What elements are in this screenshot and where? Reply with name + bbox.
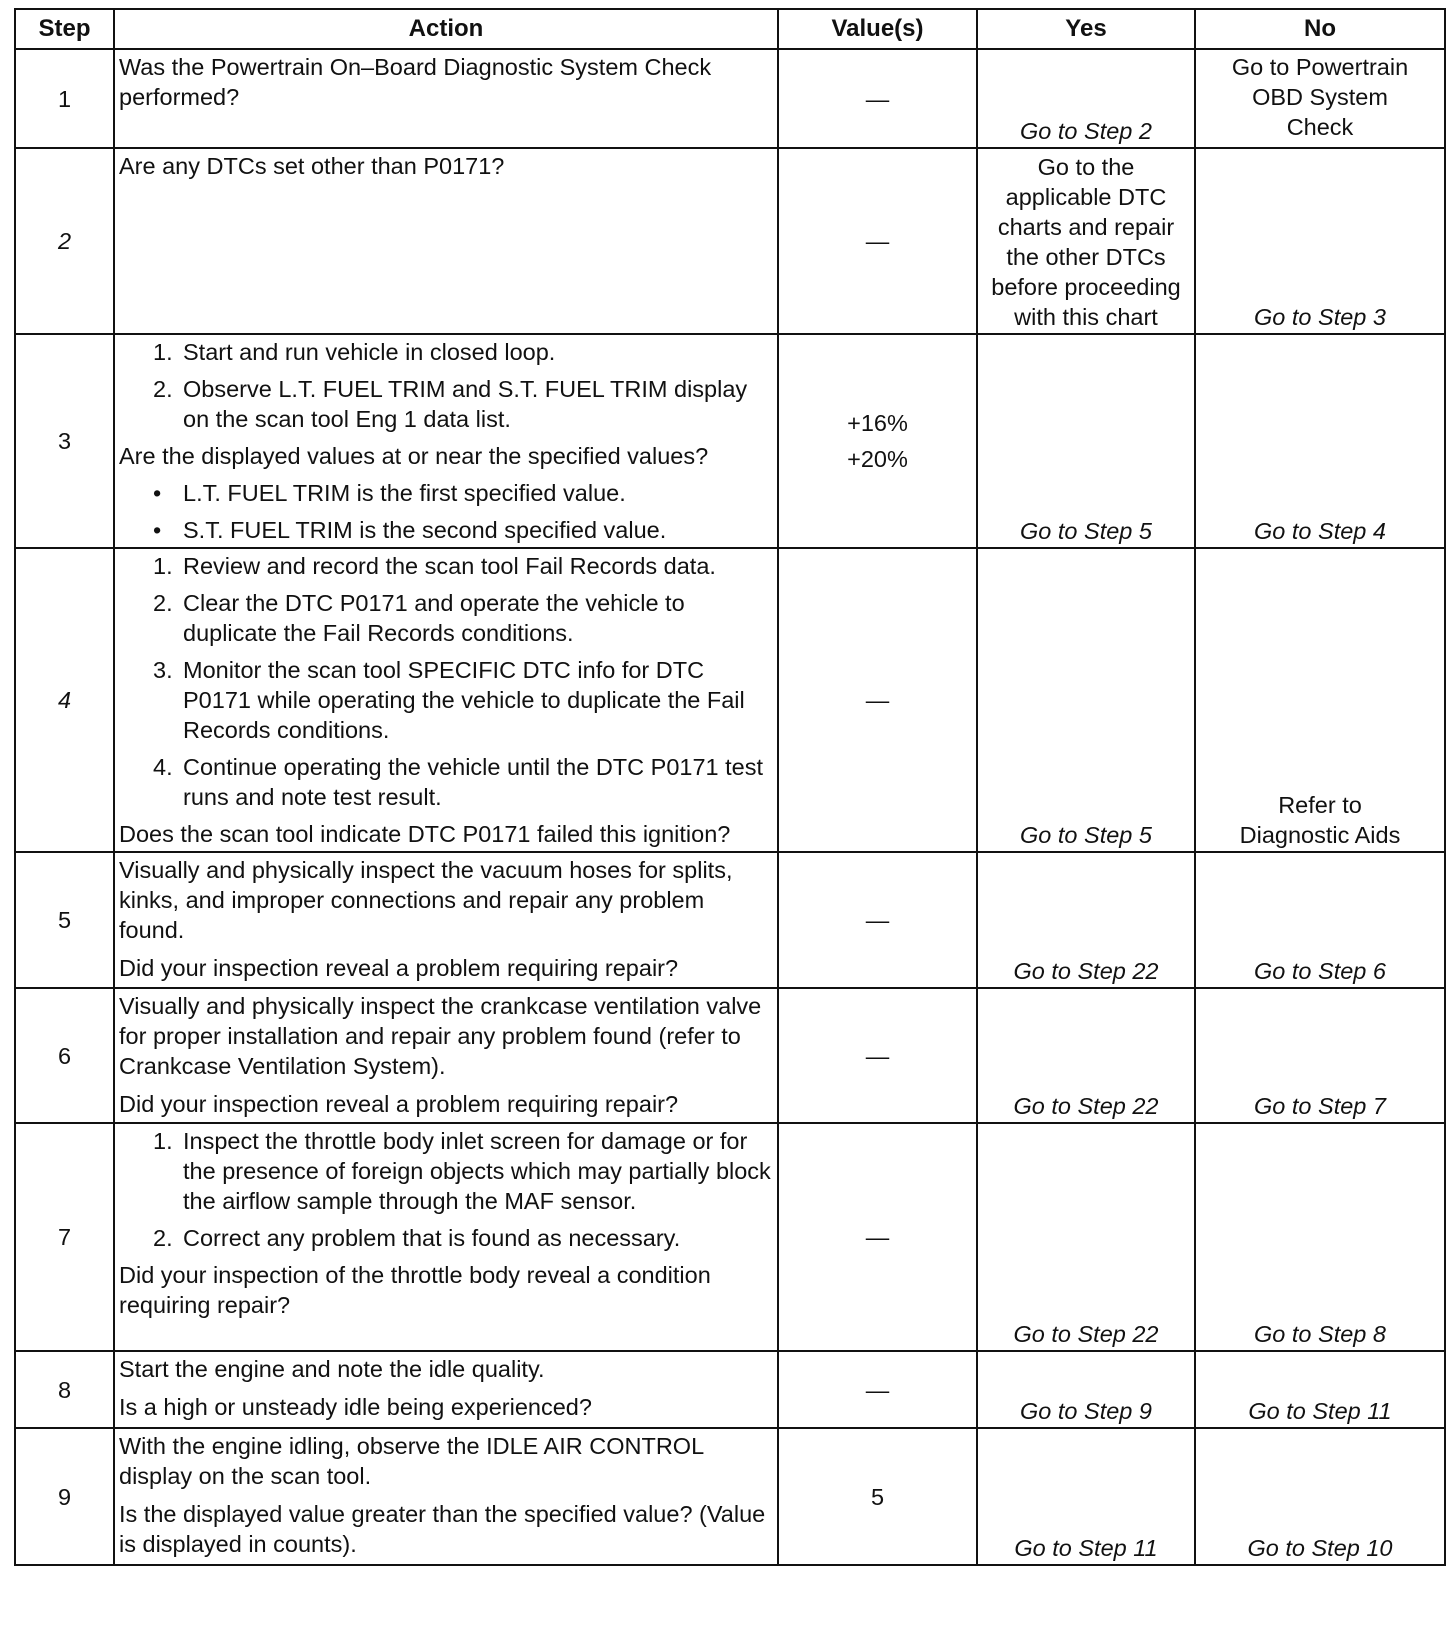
yes-cell	[977, 548, 1195, 852]
action-cell	[114, 1123, 778, 1351]
action-cell	[114, 548, 778, 852]
header-row	[15, 9, 1445, 49]
yes-goto: Go to Step 2	[1020, 118, 1152, 144]
yes-line: applicable DTC	[1005, 184, 1167, 210]
yes-goto: Go to Step 22	[1013, 1093, 1159, 1119]
yes-line: charts and repair	[997, 214, 1175, 240]
action-cell	[114, 148, 778, 334]
step-row-2	[15, 148, 1445, 334]
yes-line: before proceeding	[991, 274, 1181, 300]
yes-cell	[977, 1351, 1195, 1428]
action-item: 3. Monitor the scan tool SPECIFIC DTC info for DTC P0171 while operating the vehicle to duplicate the Fail Records conditions.	[153, 655, 773, 745]
no-cell	[1195, 852, 1445, 988]
action-list	[153, 337, 773, 434]
step-number: 6	[15, 988, 114, 1123]
action-item: 1. Inspect the throttle body inlet screen for damage or for the presence of foreign objects which may partially block the airflow sample through the MAF sensor.	[153, 1126, 773, 1216]
value-cell: —	[778, 852, 977, 988]
bullet-item: • S.T. FUEL TRIM is the second specified value.	[153, 515, 773, 545]
no-goto: Go to Step 10	[1247, 1535, 1393, 1561]
no-goto: Go to Step 8	[1254, 1321, 1386, 1347]
no-text	[1196, 52, 1444, 142]
action-cell	[114, 852, 778, 988]
header-no: No	[1195, 9, 1445, 49]
no-goto: Go to Step 3	[1254, 304, 1386, 330]
action-cell	[114, 334, 778, 548]
no-cell	[1195, 49, 1445, 148]
step-row-9	[15, 1428, 1445, 1565]
question-text: Did your inspection reveal a problem requiring repair?	[119, 1091, 679, 1117]
no-cell	[1195, 1428, 1445, 1565]
action-item-text: Continue operating the vehicle until the DTC P0171 test runs and note test result.	[183, 754, 764, 810]
step-number: 1	[15, 49, 114, 148]
no-text	[1196, 790, 1444, 850]
value-cell: —	[778, 49, 977, 148]
action-item: 1. Review and record the scan tool Fail Records data.	[153, 551, 773, 581]
yes-goto: Go to Step 5	[1020, 822, 1152, 848]
no-cell	[1195, 334, 1445, 548]
yes-cell	[977, 1428, 1195, 1565]
action-item: 4. Continue operating the vehicle until the DTC P0171 test runs and note test result.	[153, 752, 773, 812]
step-row-5	[15, 852, 1445, 988]
diagnostic-table	[14, 8, 1446, 1566]
no-line: Diagnostic Aids	[1239, 822, 1401, 848]
step-number: 3	[15, 334, 114, 548]
action-cell	[114, 988, 778, 1123]
no-line: Check	[1286, 114, 1354, 140]
action-text: Visually and physically inspect the vacuum hoses for splits, kinks, and improper connections and repair any problem found.	[119, 857, 733, 943]
yes-cell	[977, 334, 1195, 548]
yes-goto: Go to Step 5	[1020, 518, 1152, 544]
action-text: Are any DTCs set other than P0171?	[119, 153, 505, 179]
action-cell	[114, 1428, 778, 1565]
value-cell: —	[778, 548, 977, 852]
bullet-text: S.T. FUEL TRIM is the second specified value.	[183, 517, 667, 543]
no-goto: Go to Step 4	[1254, 518, 1386, 544]
no-cell	[1195, 1123, 1445, 1351]
value-cell: —	[778, 148, 977, 334]
header-action: Action	[114, 9, 778, 49]
no-line: OBD System	[1252, 84, 1388, 110]
yes-line: Go to the	[1037, 154, 1135, 180]
value-cell: —	[778, 1123, 977, 1351]
action-item: 2. Clear the DTC P0171 and operate the vehicle to duplicate the Fail Records conditions.	[153, 588, 773, 648]
yes-cell	[977, 988, 1195, 1123]
action-item: 2. Correct any problem that is found as necessary.	[153, 1223, 773, 1253]
no-cell	[1195, 548, 1445, 852]
yes-line: the other DTCs	[1006, 244, 1166, 270]
question-text: Is the displayed value greater than the specified value? (Value is displayed in counts).	[119, 1501, 766, 1557]
action-item-text: Start and run vehicle in closed loop.	[183, 339, 556, 365]
action-text: Start the engine and note the idle quality.	[119, 1356, 545, 1382]
header-step: Step	[15, 9, 114, 49]
step-row-8	[15, 1351, 1445, 1428]
action-item: 1. Start and run vehicle in closed loop.	[153, 337, 773, 367]
yes-line: with this chart	[1014, 304, 1158, 330]
action-list	[153, 551, 773, 812]
question-text: Did your inspection of the throttle body reveal a condition requiring repair?	[119, 1262, 711, 1318]
yes-goto: Go to Step 9	[1020, 1398, 1152, 1424]
no-line: Refer to	[1278, 792, 1362, 818]
step-row-3	[15, 334, 1445, 548]
action-item-text: Clear the DTC P0171 and operate the vehicle to duplicate the Fail Records conditions.	[183, 590, 685, 646]
step-number: 4	[15, 548, 114, 852]
question-text: Does the scan tool indicate DTC P0171 failed this ignition?	[119, 821, 731, 847]
yes-goto: Go to Step 22	[1013, 1321, 1159, 1347]
action-item: 2. Observe L.T. FUEL TRIM and S.T. FUEL TRIM display on the scan tool Eng 1 data list.	[153, 374, 773, 434]
question-text: Is a high or unsteady idle being experienced?	[119, 1394, 592, 1420]
step-number: 8	[15, 1351, 114, 1428]
action-text: Visually and physically inspect the crankcase ventilation valve for proper installation and repair any problem found (refer to Crankcase Ventilation System).	[119, 993, 762, 1079]
header-values: Value(s)	[778, 9, 977, 49]
action-item-text: Observe L.T. FUEL TRIM and S.T. FUEL TRIM display on the scan tool Eng 1 data list.	[183, 376, 748, 432]
action-cell	[114, 1351, 778, 1428]
step-number: 5	[15, 852, 114, 988]
yes-goto: Go to Step 22	[1013, 958, 1159, 984]
value-cell	[778, 334, 977, 548]
yes-cell	[977, 852, 1195, 988]
step-number: 2	[15, 148, 114, 334]
question-text: Did your inspection reveal a problem requiring repair?	[119, 955, 679, 981]
step-row-1	[15, 49, 1445, 148]
value-st-fuel-trim: +20%	[847, 446, 908, 472]
bullet-text: L.T. FUEL TRIM is the first specified value.	[183, 480, 626, 506]
action-item-text: Review and record the scan tool Fail Records data.	[183, 553, 716, 579]
no-goto: Go to Step 6	[1254, 958, 1386, 984]
value-cell: —	[778, 1351, 977, 1428]
question-text: Are the displayed values at or near the specified values?	[119, 443, 709, 469]
yes-cell	[977, 148, 1195, 334]
action-list	[153, 1126, 773, 1253]
action-cell	[114, 49, 778, 148]
bullet-item: • L.T. FUEL TRIM is the first specified value.	[153, 478, 773, 508]
no-cell	[1195, 988, 1445, 1123]
header-yes: Yes	[977, 9, 1195, 49]
action-text: Was the Powertrain On–Board Diagnostic System Check performed?	[119, 54, 712, 110]
action-item-text: Inspect the throttle body inlet screen for damage or for the presence of foreign objects which may partially block the airflow sample through the MAF sensor.	[183, 1128, 771, 1214]
no-cell	[1195, 148, 1445, 334]
yes-cell	[977, 49, 1195, 148]
no-goto: Go to Step 11	[1248, 1398, 1392, 1424]
no-line: Go to Powertrain	[1231, 54, 1409, 80]
step-row-6	[15, 988, 1445, 1123]
value-cell: —	[778, 988, 977, 1123]
action-item-text: Correct any problem that is found as necessary.	[183, 1225, 681, 1251]
action-item-text: Monitor the scan tool SPECIFIC DTC info for DTC P0171 while operating the vehicle to duplicate the Fail Records conditions.	[183, 657, 745, 743]
yes-text	[978, 152, 1194, 332]
action-text: With the engine idling, observe the IDLE AIR CONTROL display on the scan tool.	[119, 1433, 704, 1489]
value-lt-fuel-trim: +16%	[847, 410, 908, 436]
value-cell: 5	[778, 1428, 977, 1565]
no-goto: Go to Step 7	[1254, 1093, 1386, 1119]
step-number: 9	[15, 1428, 114, 1565]
yes-goto: Go to Step 11	[1014, 1535, 1158, 1561]
no-cell	[1195, 1351, 1445, 1428]
step-row-4	[15, 548, 1445, 852]
step-row-7	[15, 1123, 1445, 1351]
yes-cell	[977, 1123, 1195, 1351]
step-number: 7	[15, 1123, 114, 1351]
